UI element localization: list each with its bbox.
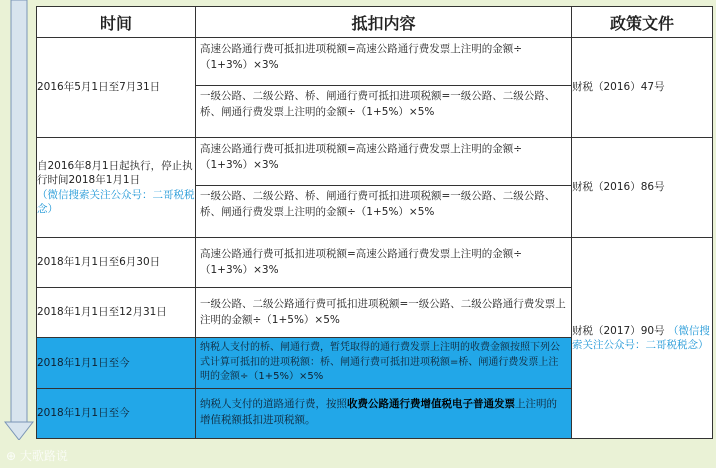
time-cell [37, 388, 196, 438]
content-item: 一级公路、二级公路、桥、闸通行费可抵扣进项税额=一级公路、二级公路、桥、闸通行费发票上注明的金额÷（1+5%）×5% [196, 85, 571, 136]
time-text: 2016年5月1日至7月31日 [37, 81, 161, 94]
wechat-note: （微信搜索关注公众号：二哥税税念） [572, 324, 710, 351]
content-item: 纳税人支付的桥、闸通行费，暂凭取得的通行费发票上注明的收费金额按照下列公式计算可抵扣的进项税额：桥、闸通行费可抵扣进项税额=桥、闸通行费发票上注明的金额÷（1+5%）×5% [200, 342, 560, 382]
doc-text: 财税（2016）47号 [572, 81, 665, 94]
watermark-text: 大歌路说 [19, 449, 68, 463]
content-item: 高速公路通行费可抵扣进项税额=高速公路通行费发票上注明的金额÷（1+3%）×3% [200, 247, 523, 276]
time-cell [37, 338, 196, 389]
content-text: 上注明的增值税额抵扣进项税额。 [200, 398, 557, 426]
header-time: 时间 [37, 7, 196, 38]
content-cell [196, 238, 572, 288]
doc-cell [572, 38, 713, 138]
down-arrow-icon [4, 0, 34, 440]
time-text: 2018年1月1日至今 [37, 356, 130, 369]
header-content: 抵扣内容 [196, 7, 572, 38]
time-cell [37, 288, 196, 338]
time-cell [37, 238, 196, 288]
table-row [37, 238, 713, 288]
content-text: 纳税人支付的道路通行费，按照 [200, 398, 347, 411]
watermark-icon: ⊕ [6, 449, 17, 463]
table-row [37, 138, 713, 238]
content-item: 高速公路通行费可抵扣进项税额=高速公路通行费发票上注明的金额÷（1+3%）×3% [200, 43, 523, 71]
content-item [196, 394, 571, 432]
doc-cell [572, 238, 713, 439]
wechat-note: （微信搜索关注公众号：二哥税税念） [37, 188, 195, 215]
time-text: 自2016年8月1日起执行，停止执行时间2018年1月1日 [37, 160, 193, 187]
doc-text: 财税（2016）86号 [572, 181, 665, 194]
content-item: 高速公路通行费可抵扣进项税额=高速公路通行费发票上注明的金额÷（1+3%）×3% [200, 143, 523, 171]
content-cell [196, 288, 572, 338]
time-text: 2018年1月1日至12月31日 [37, 306, 167, 319]
time-text: 2018年1月1日至今 [37, 406, 130, 419]
content-item: 一级公路、二级公路、桥、闸通行费可抵扣进项税额=一级公路、二级公路、桥、闸通行费发票上注明的金额÷（1+5%）×5% [196, 185, 571, 236]
doc-cell [572, 138, 713, 238]
content-cell [196, 388, 572, 438]
watermark [6, 447, 68, 464]
content-cell [196, 38, 572, 138]
content-bold-text: 收费公路通行费增值税电子普通发票 [347, 398, 515, 411]
time-cell [37, 38, 196, 138]
time-text: 2018年1月1日至6月30日 [37, 256, 161, 269]
time-cell [37, 138, 196, 238]
doc-text: 财税（2017）90号 [572, 324, 665, 337]
policy-table [36, 6, 713, 439]
table-row [37, 38, 713, 138]
header-doc: 政策文件 [572, 7, 713, 38]
content-item: 一级公路、二级公路通行费可抵扣进项税额=一级公路、二级公路通行费发票上注明的金额÷（1+5%）×5% [200, 297, 566, 326]
content-cell [196, 138, 572, 238]
content-cell [196, 338, 572, 389]
table-header-row [37, 7, 713, 38]
